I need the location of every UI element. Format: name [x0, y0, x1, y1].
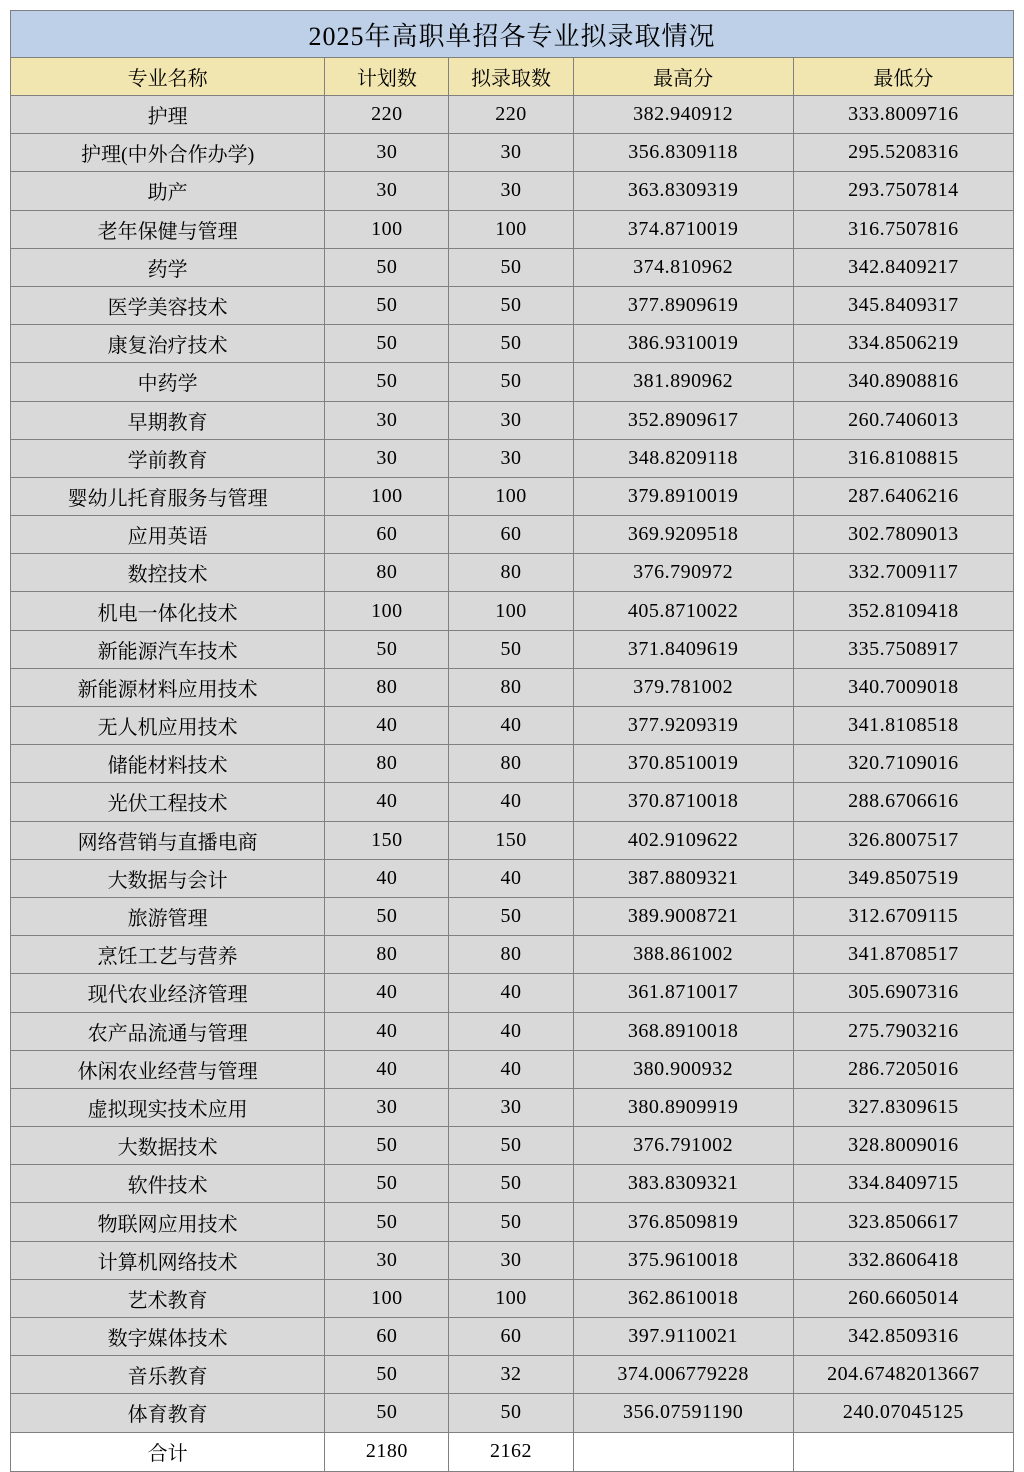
cell-major: 护理: [11, 96, 325, 134]
cell-admitted: 50: [449, 1394, 573, 1432]
cell-admitted: 220: [449, 96, 573, 134]
column-header-admitted: 拟录取数: [449, 58, 573, 96]
table-title-row: [11, 11, 1014, 58]
cell-max-score: 377.9209319: [573, 707, 793, 745]
cell-major: 虚拟现实技术应用: [11, 1088, 325, 1126]
cell-plan: 80: [325, 745, 449, 783]
cell-max-score: 402.9109622: [573, 821, 793, 859]
cell-max-score: 362.8610018: [573, 1279, 793, 1317]
cell-plan: 100: [325, 477, 449, 515]
cell-admitted: 100: [449, 210, 573, 248]
cell-max-score: 380.900932: [573, 1050, 793, 1088]
cell-admitted: 60: [449, 1318, 573, 1356]
cell-min-score: 342.8409217: [793, 248, 1013, 286]
cell-min-score: 334.8409715: [793, 1165, 1013, 1203]
cell-min-score: 349.8507519: [793, 859, 1013, 897]
cell-major: 数控技术: [11, 554, 325, 592]
cell-admitted: 80: [449, 745, 573, 783]
cell-major: 药学: [11, 248, 325, 286]
cell-major: 体育教育: [11, 1394, 325, 1432]
cell-admitted: 60: [449, 516, 573, 554]
cell-min-score: 328.8009016: [793, 1127, 1013, 1165]
cell-major: 储能材料技术: [11, 745, 325, 783]
cell-admitted: 50: [449, 897, 573, 935]
cell-admitted: 50: [449, 248, 573, 286]
cell-plan: 80: [325, 554, 449, 592]
cell-major: 老年保健与管理: [11, 210, 325, 248]
cell-max-score: 405.8710022: [573, 592, 793, 630]
cell-min-score: 345.8409317: [793, 286, 1013, 324]
cell-max-score: 387.8809321: [573, 859, 793, 897]
cell-major: 农产品流通与管理: [11, 1012, 325, 1050]
cell-major: 康复治疗技术: [11, 325, 325, 363]
table-row: [11, 707, 1014, 745]
cell-min-score: 335.7508917: [793, 630, 1013, 668]
cell-admitted: 50: [449, 325, 573, 363]
cell-admitted: 50: [449, 630, 573, 668]
cell-total-min-score: [793, 1432, 1013, 1471]
cell-plan: 50: [325, 1203, 449, 1241]
page-title: 2025年高职单招各专业拟录取情况: [11, 11, 1014, 58]
cell-plan: 50: [325, 1356, 449, 1394]
cell-major: 光伏工程技术: [11, 783, 325, 821]
column-header-max-score: 最高分: [573, 58, 793, 96]
cell-max-score: 388.861002: [573, 936, 793, 974]
cell-max-score: 382.940912: [573, 96, 793, 134]
table-row: [11, 248, 1014, 286]
column-header-min-score: 最低分: [793, 58, 1013, 96]
table-row: [11, 936, 1014, 974]
cell-plan: 100: [325, 592, 449, 630]
cell-min-score: 288.6706616: [793, 783, 1013, 821]
cell-admitted: 30: [449, 439, 573, 477]
table-row: [11, 1203, 1014, 1241]
table-row: [11, 821, 1014, 859]
cell-major: 大数据与会计: [11, 859, 325, 897]
cell-total-admitted: 2162: [449, 1432, 573, 1471]
table-row: [11, 1279, 1014, 1317]
column-header-plan: 计划数: [325, 58, 449, 96]
cell-max-score: 397.9110021: [573, 1318, 793, 1356]
cell-max-score: 370.8710018: [573, 783, 793, 821]
table-row: [11, 401, 1014, 439]
table-row: [11, 516, 1014, 554]
cell-major: 物联网应用技术: [11, 1203, 325, 1241]
cell-major: 应用英语: [11, 516, 325, 554]
cell-plan: 50: [325, 325, 449, 363]
cell-max-score: 352.8909617: [573, 401, 793, 439]
cell-max-score: 374.8710019: [573, 210, 793, 248]
cell-major: 护理(中外合作办学): [11, 134, 325, 172]
cell-admitted: 50: [449, 1127, 573, 1165]
cell-admitted: 32: [449, 1356, 573, 1394]
cell-min-score: 332.8606418: [793, 1241, 1013, 1279]
table-row: [11, 363, 1014, 401]
cell-admitted: 40: [449, 1012, 573, 1050]
cell-admitted: 40: [449, 783, 573, 821]
cell-total-label: 合计: [11, 1432, 325, 1471]
cell-major: 大数据技术: [11, 1127, 325, 1165]
cell-max-score: 389.9008721: [573, 897, 793, 935]
table-row: [11, 897, 1014, 935]
cell-min-score: 316.8108815: [793, 439, 1013, 477]
cell-min-score: 287.6406216: [793, 477, 1013, 515]
cell-plan: 40: [325, 1050, 449, 1088]
cell-min-score: 323.8506617: [793, 1203, 1013, 1241]
cell-min-score: 341.8108518: [793, 707, 1013, 745]
table-row: [11, 783, 1014, 821]
cell-max-score: 374.810962: [573, 248, 793, 286]
table-row: [11, 1050, 1014, 1088]
cell-plan: 50: [325, 897, 449, 935]
cell-max-score: 374.006779228: [573, 1356, 793, 1394]
cell-max-score: 369.9209518: [573, 516, 793, 554]
cell-max-score: 376.790972: [573, 554, 793, 592]
table-row: [11, 1241, 1014, 1279]
cell-admitted: 40: [449, 974, 573, 1012]
cell-min-score: 260.6605014: [793, 1279, 1013, 1317]
cell-plan: 50: [325, 363, 449, 401]
cell-major: 早期教育: [11, 401, 325, 439]
cell-major: 机电一体化技术: [11, 592, 325, 630]
cell-min-score: 342.8509316: [793, 1318, 1013, 1356]
table-total-row: [11, 1432, 1014, 1471]
cell-major: 网络营销与直播电商: [11, 821, 325, 859]
cell-major: 旅游管理: [11, 897, 325, 935]
cell-min-score: 240.07045125: [793, 1394, 1013, 1432]
cell-max-score: 348.8209118: [573, 439, 793, 477]
cell-plan: 30: [325, 134, 449, 172]
table-row: [11, 172, 1014, 210]
cell-plan: 150: [325, 821, 449, 859]
cell-major: 计算机网络技术: [11, 1241, 325, 1279]
cell-min-score: 260.7406013: [793, 401, 1013, 439]
cell-admitted: 30: [449, 1241, 573, 1279]
cell-admitted: 100: [449, 477, 573, 515]
cell-plan: 50: [325, 286, 449, 324]
cell-min-score: 316.7507816: [793, 210, 1013, 248]
table-row: [11, 1012, 1014, 1050]
table-row: [11, 286, 1014, 324]
cell-plan: 30: [325, 439, 449, 477]
cell-max-score: 381.890962: [573, 363, 793, 401]
cell-major: 现代农业经济管理: [11, 974, 325, 1012]
cell-max-score: 376.8509819: [573, 1203, 793, 1241]
cell-major: 艺术教育: [11, 1279, 325, 1317]
cell-max-score: 386.9310019: [573, 325, 793, 363]
table-row: [11, 1127, 1014, 1165]
table-body: [11, 96, 1014, 1472]
cell-total-max-score: [573, 1432, 793, 1471]
cell-max-score: 356.8309118: [573, 134, 793, 172]
table-row: [11, 96, 1014, 134]
admission-table: [10, 10, 1014, 1472]
cell-max-score: 356.07591190: [573, 1394, 793, 1432]
table-row: [11, 745, 1014, 783]
cell-min-score: 295.5208316: [793, 134, 1013, 172]
cell-major: 数字媒体技术: [11, 1318, 325, 1356]
cell-max-score: 370.8510019: [573, 745, 793, 783]
cell-admitted: 100: [449, 592, 573, 630]
cell-max-score: 380.8909919: [573, 1088, 793, 1126]
cell-min-score: 352.8109418: [793, 592, 1013, 630]
cell-min-score: 334.8506219: [793, 325, 1013, 363]
cell-plan: 30: [325, 1241, 449, 1279]
cell-plan: 30: [325, 172, 449, 210]
cell-max-score: 363.8309319: [573, 172, 793, 210]
cell-major: 助产: [11, 172, 325, 210]
cell-max-score: 368.8910018: [573, 1012, 793, 1050]
cell-admitted: 50: [449, 1203, 573, 1241]
cell-admitted: 30: [449, 401, 573, 439]
cell-min-score: 302.7809013: [793, 516, 1013, 554]
cell-min-score: 340.8908816: [793, 363, 1013, 401]
cell-major: 新能源汽车技术: [11, 630, 325, 668]
cell-min-score: 312.6709115: [793, 897, 1013, 935]
cell-plan: 30: [325, 1088, 449, 1126]
cell-max-score: 361.8710017: [573, 974, 793, 1012]
table-row: [11, 554, 1014, 592]
table-row: [11, 974, 1014, 1012]
table-row: [11, 592, 1014, 630]
cell-major: 新能源材料应用技术: [11, 668, 325, 706]
cell-plan: 100: [325, 1279, 449, 1317]
cell-admitted: 30: [449, 1088, 573, 1126]
cell-plan: 50: [325, 1127, 449, 1165]
table-row: [11, 134, 1014, 172]
cell-major: 音乐教育: [11, 1356, 325, 1394]
cell-plan: 80: [325, 936, 449, 974]
cell-admitted: 30: [449, 134, 573, 172]
table-row: [11, 1165, 1014, 1203]
cell-plan: 80: [325, 668, 449, 706]
cell-plan: 40: [325, 1012, 449, 1050]
cell-total-plan: 2180: [325, 1432, 449, 1471]
cell-plan: 30: [325, 401, 449, 439]
cell-admitted: 150: [449, 821, 573, 859]
cell-plan: 50: [325, 1165, 449, 1203]
cell-plan: 40: [325, 859, 449, 897]
cell-admitted: 80: [449, 668, 573, 706]
cell-major: 医学美容技术: [11, 286, 325, 324]
cell-admitted: 50: [449, 1165, 573, 1203]
cell-plan: 60: [325, 516, 449, 554]
cell-major: 软件技术: [11, 1165, 325, 1203]
cell-admitted: 100: [449, 1279, 573, 1317]
cell-min-score: 305.6907316: [793, 974, 1013, 1012]
cell-major: 烹饪工艺与营养: [11, 936, 325, 974]
cell-admitted: 40: [449, 859, 573, 897]
table-row: [11, 1394, 1014, 1432]
table-row: [11, 1318, 1014, 1356]
cell-min-score: 332.7009117: [793, 554, 1013, 592]
cell-plan: 40: [325, 783, 449, 821]
cell-plan: 50: [325, 248, 449, 286]
cell-max-score: 376.791002: [573, 1127, 793, 1165]
column-header-major: 专业名称: [11, 58, 325, 96]
cell-min-score: 286.7205016: [793, 1050, 1013, 1088]
cell-admitted: 50: [449, 286, 573, 324]
cell-admitted: 80: [449, 936, 573, 974]
cell-min-score: 340.7009018: [793, 668, 1013, 706]
cell-min-score: 333.8009716: [793, 96, 1013, 134]
cell-max-score: 377.8909619: [573, 286, 793, 324]
cell-plan: 220: [325, 96, 449, 134]
cell-plan: 40: [325, 707, 449, 745]
cell-admitted: 40: [449, 707, 573, 745]
cell-min-score: 293.7507814: [793, 172, 1013, 210]
cell-major: 婴幼儿托育服务与管理: [11, 477, 325, 515]
cell-min-score: 204.67482013667: [793, 1356, 1013, 1394]
cell-max-score: 371.8409619: [573, 630, 793, 668]
table-row: [11, 859, 1014, 897]
table-row: [11, 210, 1014, 248]
cell-min-score: 275.7903216: [793, 1012, 1013, 1050]
cell-min-score: 326.8007517: [793, 821, 1013, 859]
cell-min-score: 320.7109016: [793, 745, 1013, 783]
table-header-row: [11, 58, 1014, 96]
table-row: [11, 477, 1014, 515]
table-row: [11, 630, 1014, 668]
table-row: [11, 668, 1014, 706]
cell-admitted: 80: [449, 554, 573, 592]
table-row: [11, 1088, 1014, 1126]
table-row: [11, 325, 1014, 363]
cell-major: 学前教育: [11, 439, 325, 477]
cell-major: 中药学: [11, 363, 325, 401]
cell-plan: 100: [325, 210, 449, 248]
cell-admitted: 40: [449, 1050, 573, 1088]
table-row: [11, 1356, 1014, 1394]
cell-plan: 60: [325, 1318, 449, 1356]
cell-min-score: 341.8708517: [793, 936, 1013, 974]
cell-major: 休闲农业经营与管理: [11, 1050, 325, 1088]
cell-plan: 50: [325, 1394, 449, 1432]
cell-max-score: 379.8910019: [573, 477, 793, 515]
cell-admitted: 50: [449, 363, 573, 401]
cell-max-score: 375.9610018: [573, 1241, 793, 1279]
cell-min-score: 327.8309615: [793, 1088, 1013, 1126]
cell-admitted: 30: [449, 172, 573, 210]
table-row: [11, 439, 1014, 477]
cell-max-score: 383.8309321: [573, 1165, 793, 1203]
cell-plan: 50: [325, 630, 449, 668]
cell-plan: 40: [325, 974, 449, 1012]
cell-major: 无人机应用技术: [11, 707, 325, 745]
cell-max-score: 379.781002: [573, 668, 793, 706]
